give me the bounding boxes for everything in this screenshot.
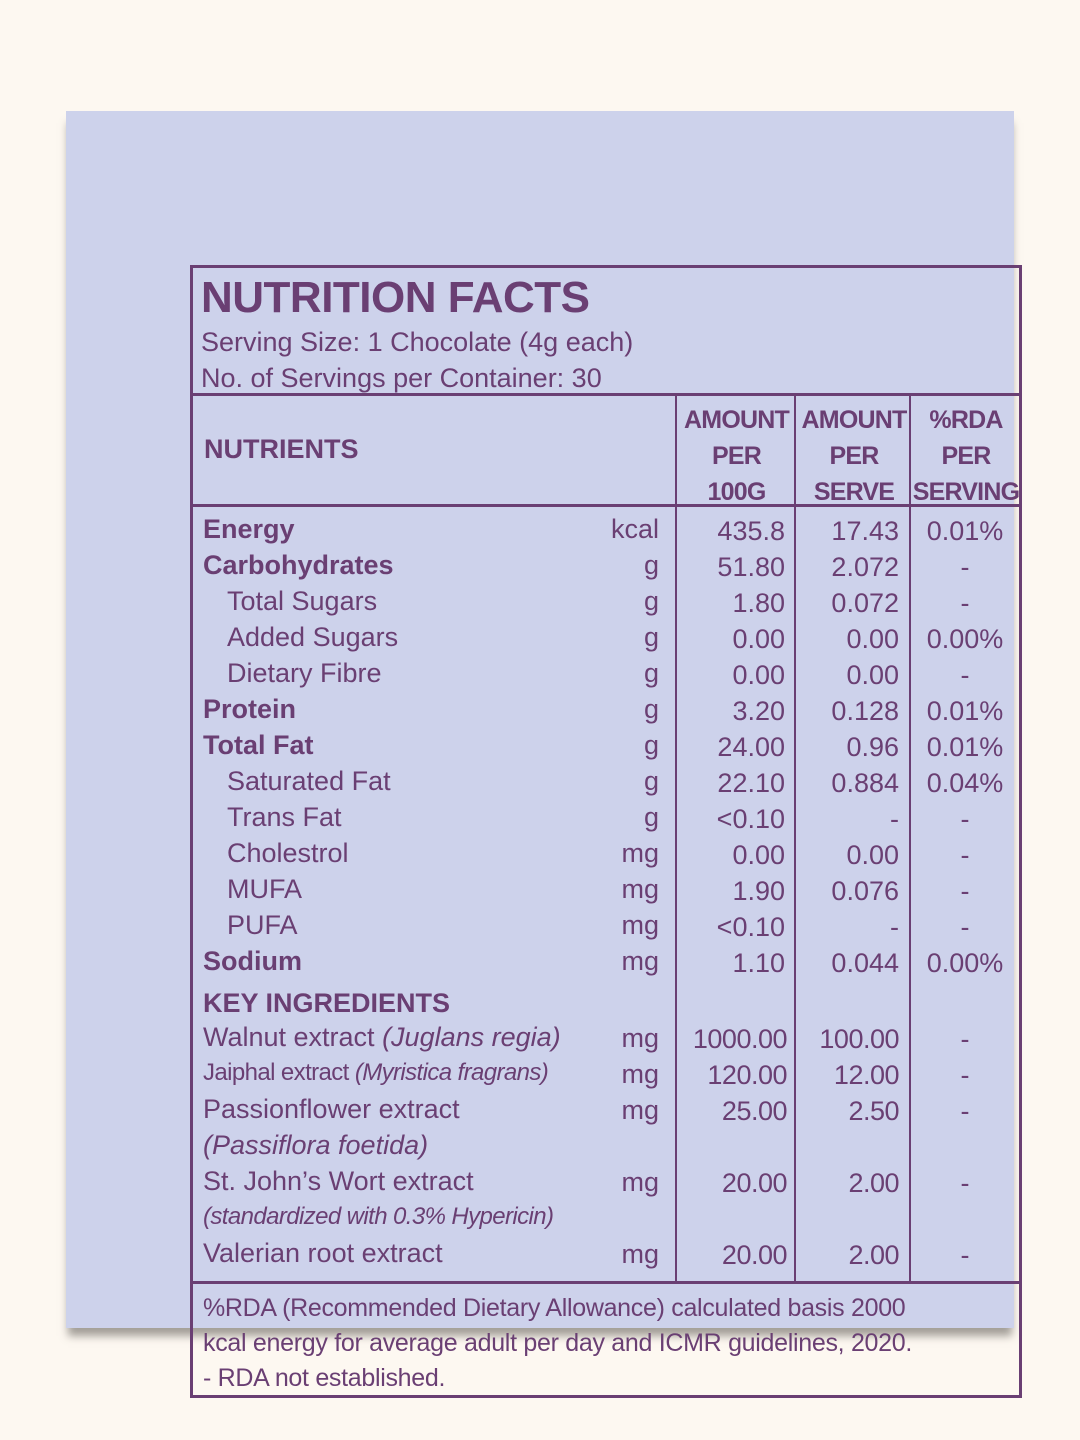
nutrient-unit: mg	[621, 946, 659, 976]
ingredient-unit: mg	[621, 1059, 659, 1089]
column-header-rda	[912, 402, 1020, 510]
value-rda: -	[960, 804, 970, 834]
header-line: PER	[941, 442, 991, 470]
nutrient-name: Saturated Fat	[227, 766, 391, 796]
nutrient-name: Added Sugars	[227, 622, 399, 652]
nutrient-row-mufa	[193, 871, 1019, 907]
ingredient-common-name: Walnut extract	[203, 1022, 383, 1052]
nutrient-unit: mg	[621, 838, 659, 868]
ingredient-unit: mg	[621, 1023, 659, 1053]
nutrient-row-saturated-fat	[193, 763, 1019, 799]
ingredient-latin-name: (Juglans regia)	[382, 1022, 561, 1052]
value-per-serve: 0.00	[846, 624, 899, 654]
ingredient-unit: mg	[621, 1095, 659, 1125]
nutrient-row-added-sugars	[193, 619, 1019, 655]
ingredient-common-name: Passionflower extract	[203, 1094, 460, 1124]
ingredient-common-name: Jaiphal extract	[203, 1059, 355, 1086]
ingredient-row-jaiphal	[193, 1055, 1019, 1091]
value-rda: -	[960, 660, 970, 690]
value-per-serve: 2.50	[848, 1096, 899, 1126]
nutrient-unit: g	[643, 550, 659, 580]
value-rda: -	[960, 1096, 970, 1126]
value-per-serve: 100.00	[819, 1024, 899, 1054]
value-per-serve: 2.00	[848, 1240, 899, 1270]
value-per-100g: 0.00	[732, 840, 785, 870]
nutrient-row-carbohydrates	[193, 547, 1019, 583]
header-line: PER	[829, 442, 879, 470]
value-per-100g: 435.8	[717, 516, 785, 546]
nutrient-name: Carbohydrates	[203, 550, 394, 580]
value-rda: 0.01%	[926, 516, 1004, 546]
ingredient-row-passionflower	[193, 1091, 1019, 1163]
nutrient-name: Cholestrol	[227, 838, 349, 868]
value-per-serve: 0.044	[831, 948, 899, 978]
footnote-line: kcal energy for average adult per day and ICMR guidelines, 2020.	[203, 1329, 913, 1357]
value-per-serve: 17.43	[831, 516, 899, 546]
title-block	[193, 268, 1019, 396]
key-ingredients-heading: KEY INGREDIENTS	[203, 988, 451, 1018]
value-per-serve: 12.00	[833, 1060, 899, 1090]
column-header-row	[193, 396, 1019, 507]
nutrient-row-total-sugars	[193, 583, 1019, 619]
value-rda: 0.00%	[926, 624, 1004, 654]
ingredient-row-valerian	[193, 1235, 1019, 1271]
value-rda: -	[960, 588, 970, 618]
value-per-100g: 20.00	[721, 1168, 787, 1198]
serving-size: Serving Size: 1 Chocolate (4g each)	[201, 327, 634, 357]
nutrient-name: PUFA	[227, 910, 298, 940]
nutrient-row-dietary-fibre	[193, 655, 1019, 691]
label-title: NUTRITION FACTS	[201, 273, 590, 322]
ingredient-unit: mg	[621, 1167, 659, 1197]
nutrition-facts-panel	[190, 265, 1022, 1398]
value-per-100g: 25.00	[721, 1096, 787, 1126]
value-per-serve: -	[890, 804, 899, 834]
value-per-100g: <0.10	[716, 804, 785, 834]
servings-per-container: No. of Servings per Container: 30	[201, 363, 602, 393]
value-per-100g: 51.80	[717, 552, 785, 582]
value-per-serve: 2.00	[848, 1168, 899, 1198]
nutrient-unit: g	[643, 694, 659, 724]
value-per-100g: 22.10	[717, 768, 785, 798]
value-per-serve: 2.072	[831, 552, 899, 582]
ingredient-common-name: St. John’s Wort extract	[203, 1166, 474, 1196]
nutrient-name: Dietary Fibre	[227, 658, 382, 688]
nutrient-name: Energy	[203, 514, 295, 544]
header-line: 100G	[707, 478, 766, 506]
nutrient-unit: g	[643, 658, 659, 688]
footnote-line: - RDA not established.	[203, 1364, 446, 1392]
value-rda: 0.04%	[926, 768, 1004, 798]
nutrient-row-protein	[193, 691, 1019, 727]
column-header-per-serve	[796, 402, 912, 510]
nutrient-row-cholestrol	[193, 835, 1019, 871]
value-per-serve: 0.00	[846, 660, 899, 690]
nutrient-row-trans-fat	[193, 799, 1019, 835]
value-per-100g: <0.10	[716, 912, 785, 942]
value-rda: 0.01%	[926, 696, 1004, 726]
nutrient-name: Protein	[203, 694, 297, 724]
value-per-serve: 0.96	[846, 732, 899, 762]
rda-footnote	[193, 1281, 1019, 1395]
nutrient-name: Trans Fat	[227, 802, 342, 832]
ingredient-name	[203, 1019, 561, 1055]
value-per-100g: 3.20	[732, 696, 785, 726]
ingredient-row-st-johns-wort	[193, 1163, 1019, 1235]
header-line: AMOUNT	[801, 406, 907, 434]
value-rda: 0.00%	[926, 948, 1004, 978]
nutrient-unit: mg	[621, 910, 659, 940]
nutrient-unit: mg	[621, 874, 659, 904]
value-per-100g: 1.80	[732, 588, 785, 618]
nutrient-name: MUFA	[227, 874, 303, 904]
value-per-100g: 1.90	[732, 876, 785, 906]
ingredient-unit: mg	[621, 1239, 659, 1269]
value-per-serve: 0.884	[831, 768, 899, 798]
ingredient-row-walnut	[193, 1019, 1019, 1055]
value-rda: -	[960, 1168, 970, 1198]
nutrient-unit: g	[643, 622, 659, 652]
nutrient-unit: kcal	[610, 514, 659, 544]
nutrient-unit: g	[643, 730, 659, 760]
value-per-100g: 1000.00	[692, 1024, 787, 1054]
value-per-100g: 120.00	[707, 1060, 787, 1090]
value-per-100g: 1.10	[732, 948, 785, 978]
value-rda: -	[960, 876, 970, 906]
header-line: SERVE	[813, 478, 895, 506]
value-rda: -	[960, 1024, 970, 1054]
header-line: SERVING	[912, 478, 1020, 506]
column-header-nutrients: NUTRIENTS	[204, 434, 359, 464]
nutrition-card	[66, 111, 1020, 1392]
nutrient-unit: g	[643, 766, 659, 796]
ingredient-common-name: Valerian root extract	[203, 1238, 443, 1268]
nutrient-name: Sodium	[203, 946, 302, 976]
value-rda: -	[960, 840, 970, 870]
nutrient-row-energy	[193, 511, 1019, 547]
header-line: AMOUNT	[684, 406, 789, 434]
footnote-line: %RDA (Recommended Dietary Allowance) calculated basis 2000	[203, 1294, 906, 1322]
nutrient-row-pufa	[193, 907, 1019, 943]
ingredient-latin-name: (Myristica fragrans)	[354, 1059, 549, 1086]
nutrient-row-sodium	[193, 943, 1019, 979]
ingredient-latin-name: (Passiflora foetida)	[203, 1130, 429, 1160]
value-rda: -	[960, 552, 970, 582]
value-per-serve: 0.00	[846, 840, 899, 870]
header-line: %RDA	[929, 406, 1003, 434]
nutrient-name: Total Fat	[203, 730, 314, 760]
value-per-serve: 0.076	[831, 876, 899, 906]
value-rda: -	[960, 1060, 970, 1090]
nutrient-unit: g	[643, 586, 659, 616]
nutrient-unit: g	[643, 802, 659, 832]
value-rda: -	[960, 1240, 970, 1270]
nutrient-rows	[193, 511, 1019, 1271]
nutrient-row-total-fat	[193, 727, 1019, 763]
ingredient-standardization-note: (standardized with 0.3% Hypericin)	[203, 1203, 554, 1230]
value-rda: -	[960, 912, 970, 942]
column-header-per-100g	[677, 402, 796, 510]
value-per-100g: 0.00	[732, 624, 785, 654]
header-line: PER	[711, 442, 761, 470]
value-per-100g: 0.00	[732, 660, 785, 690]
nutrient-name: Total Sugars	[227, 586, 378, 616]
value-per-serve: 0.072	[831, 588, 899, 618]
ingredient-name	[203, 1055, 548, 1091]
value-per-100g: 20.00	[721, 1240, 787, 1270]
value-rda: 0.01%	[926, 732, 1004, 762]
value-per-100g: 24.00	[717, 732, 785, 762]
value-per-serve: -	[890, 912, 899, 942]
value-per-serve: 0.128	[831, 696, 899, 726]
